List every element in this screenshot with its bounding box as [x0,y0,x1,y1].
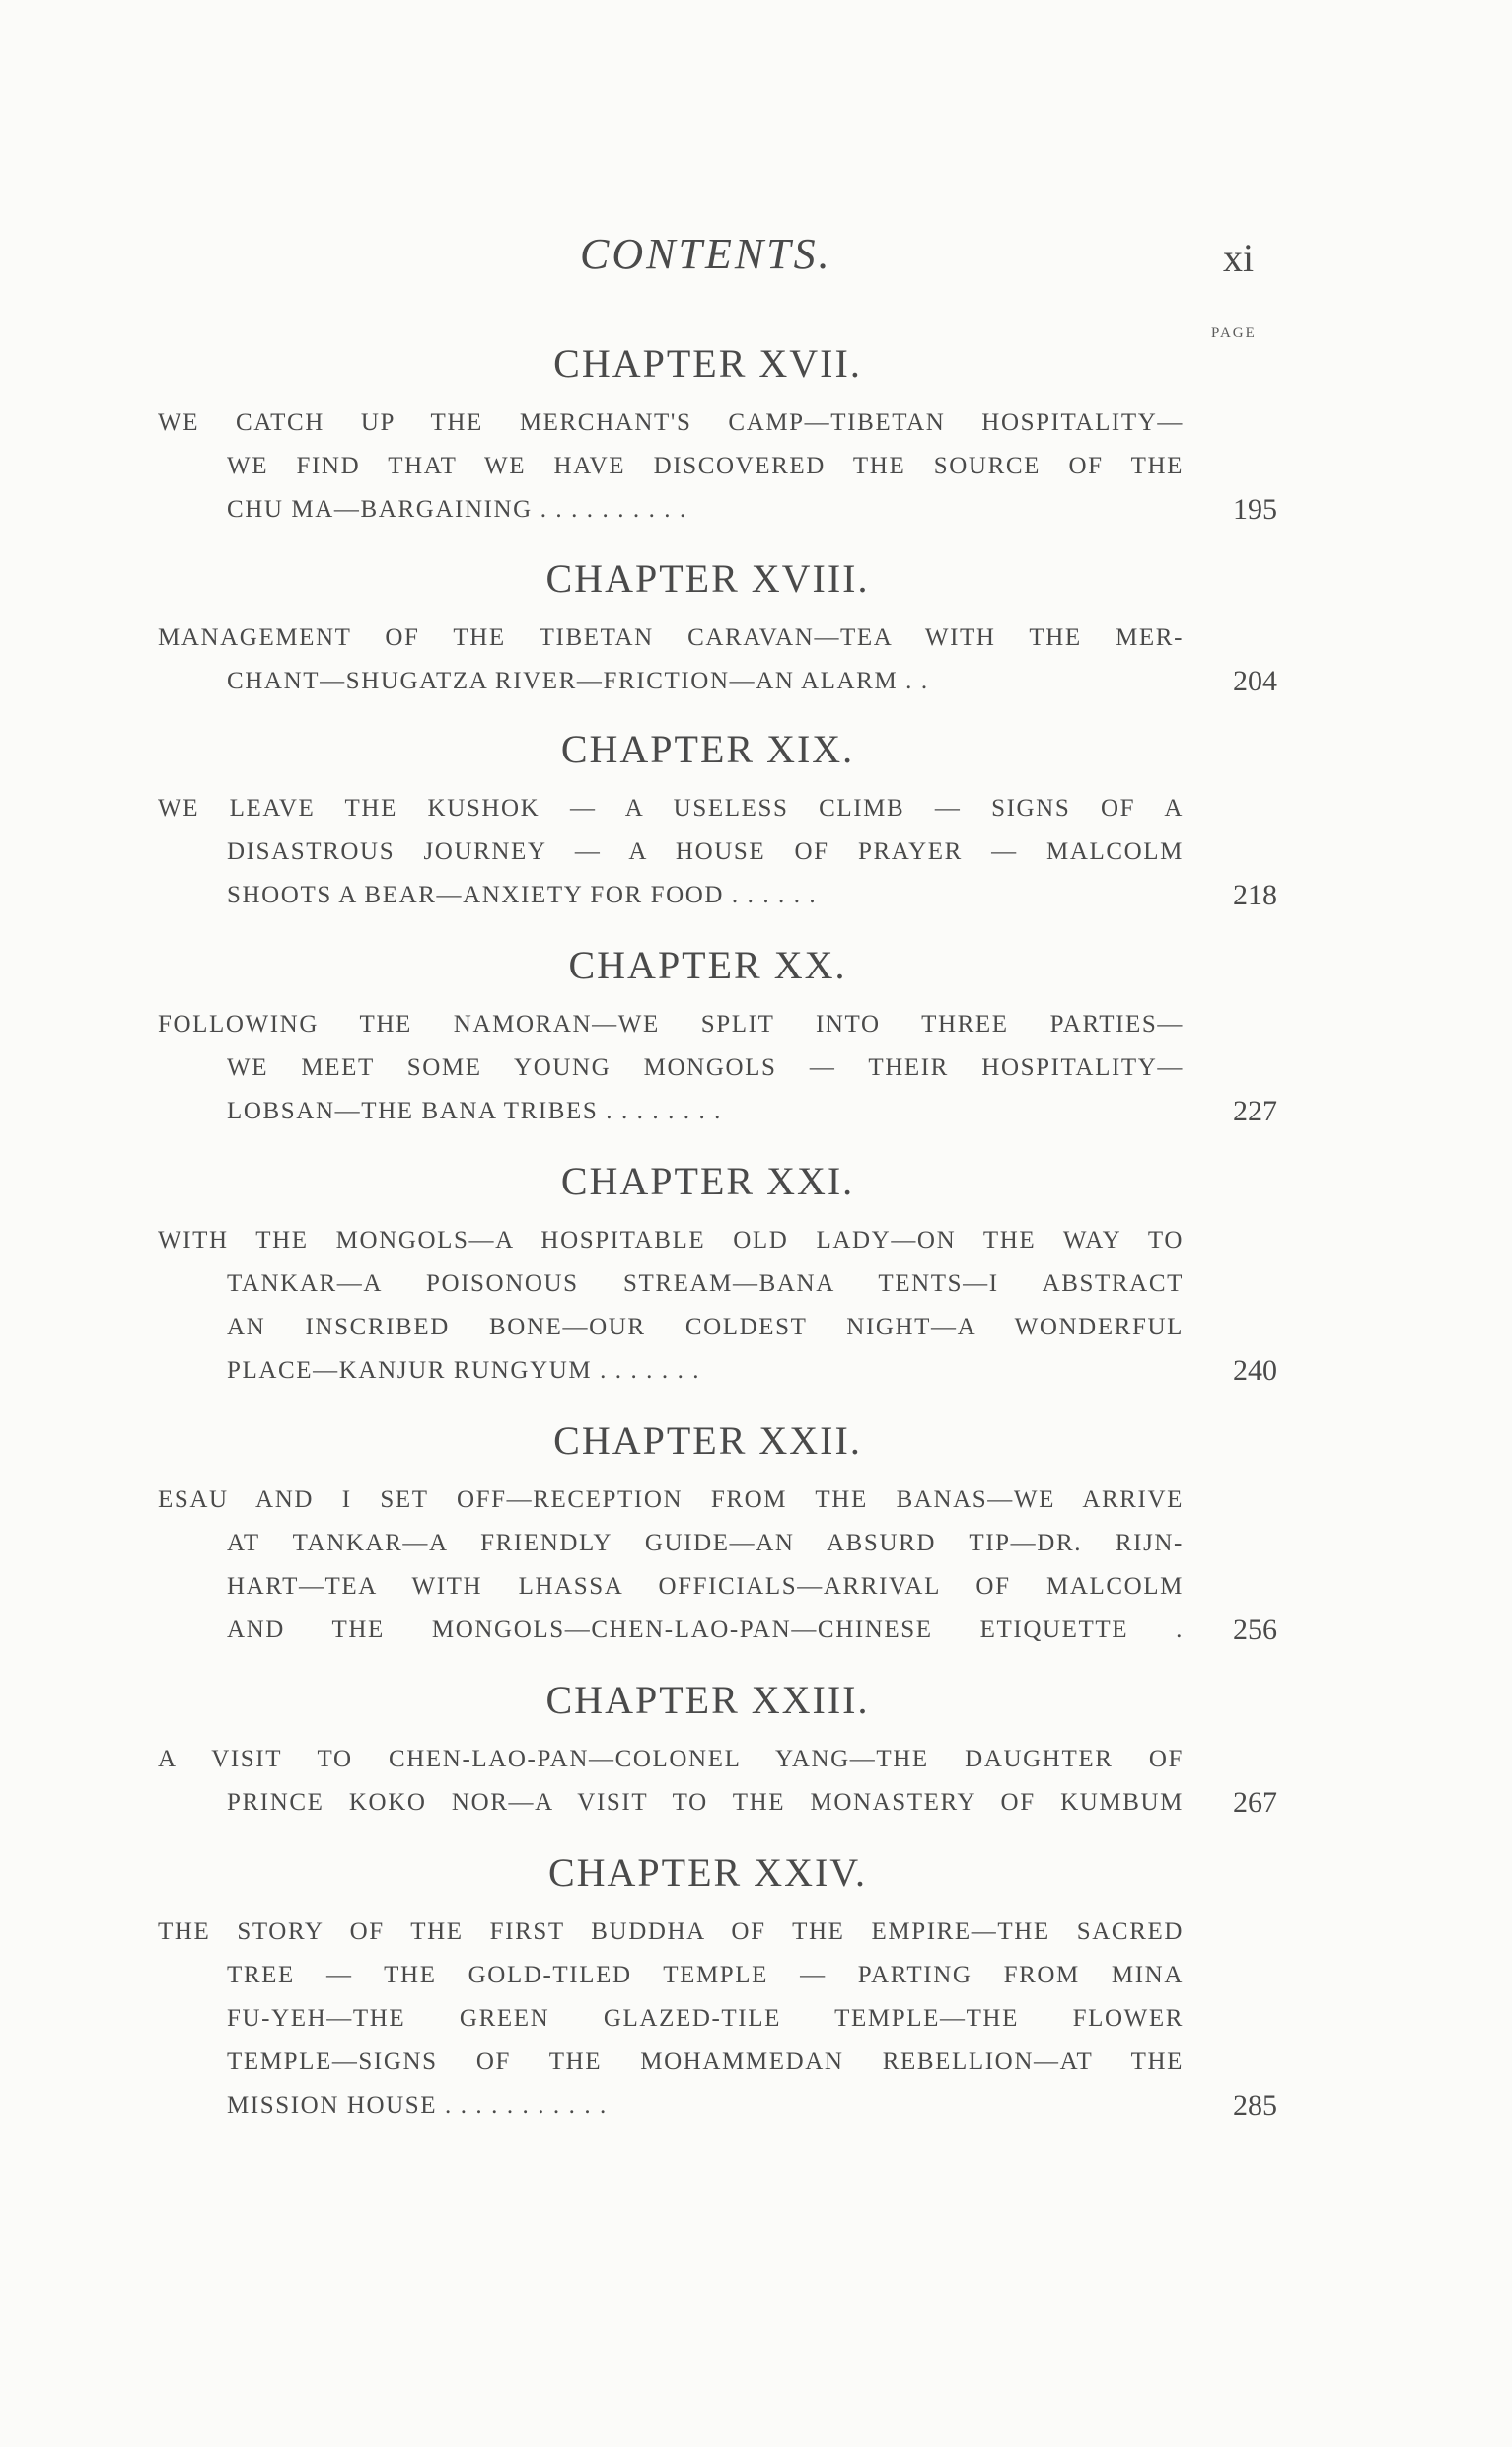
chapter-summary-line: TANKAR—A POISONOUS STREAM—BANA TENTS—I ABSTRACT [227,1270,1184,1297]
chapter-heading: CHAPTER XIX. [560,727,855,771]
chapter-page-number: 204 [1233,665,1277,697]
chapter-page-number: 195 [1233,493,1277,526]
chapter-heading: CHAPTER XVII. [553,341,862,386]
chapter-summary-line: WE CATCH UP THE MERCHANT'S CAMP—TIBETAN HOSPITALITY— [158,409,1184,436]
page-number: xi [1223,236,1255,280]
chapter-summary-line: A VISIT TO CHEN-LAO-PAN—COLONEL YANG—THE DAUGHTER OF [158,1746,1184,1772]
chapter-summary-line: THE STORY OF THE FIRST BUDDHA OF THE EMPIRE—THE SACRED [158,1918,1184,1945]
chapter-summary-line: CHU MA—BARGAINING . . . . . . . . . . [227,496,687,523]
chapter-summary-line: TEMPLE—SIGNS OF THE MOHAMMEDAN REBELLION—AT THE [227,2049,1184,2075]
running-title: CONTENTS. [580,230,832,278]
chapter-heading: CHAPTER XXIV. [547,1850,868,1895]
chapter-page-number: 227 [1233,1095,1277,1127]
chapter-page-number: 218 [1233,879,1277,911]
chapter-summary-line: LOBSAN—THE BANA TRIBES . . . . . . . . [227,1098,723,1124]
chapter-summary-line: CHANT—SHUGATZA RIVER—FRICTION—AN ALARM . . [227,668,929,694]
chapter-page-number: 256 [1233,1614,1277,1646]
chapter-summary-line: WE FIND THAT WE HAVE DISCOVERED THE SOURCE OF THE [227,453,1184,479]
chapter-summary-line: AND THE MONGOLS—CHEN-LAO-PAN—CHINESE ETIQUETTE . [227,1617,1184,1643]
chapter-summary-line: FOLLOWING THE NAMORAN—WE SPLIT INTO THREE PARTIES— [158,1011,1184,1038]
chapter-heading: CHAPTER XXI. [560,1159,855,1203]
chapter-summary-line: AN INSCRIBED BONE—OUR COLDEST NIGHT—A WONDERFUL [227,1314,1184,1340]
chapter-summary-line: TREE — THE GOLD-TILED TEMPLE — PARTING FROM MINA [227,1962,1184,1988]
chapter-summary-line: MISSION HOUSE . . . . . . . . . . . [227,2092,608,2119]
chapter-summary-line: PRINCE KOKO NOR—A VISIT TO THE MONASTERY OF KUMBUM [227,1789,1184,1816]
chapter-heading: CHAPTER XXII. [553,1418,862,1463]
page-header [0,229,1512,288]
chapter-summary-line: WITH THE MONGOLS—A HOSPITABLE OLD LADY—ON THE WAY TO [158,1227,1184,1254]
chapter-summary-line: ESAU AND I SET OFF—RECEPTION FROM THE BANAS—WE ARRIVE [158,1486,1184,1513]
chapter-heading: CHAPTER XXIII. [545,1678,870,1722]
chapter-summary-line: HART—TEA WITH LHASSA OFFICIALS—ARRIVAL OF MALCOLM [227,1573,1184,1600]
chapter-page-number: 240 [1233,1354,1277,1387]
chapter-summary-line: WE MEET SOME YOUNG MONGOLS — THEIR HOSPITALITY— [227,1054,1184,1081]
chapter-page-number: 285 [1233,2089,1277,2122]
chapter-summary-line: DISASTROUS JOURNEY — A HOUSE OF PRAYER — MALCOLM [227,838,1184,865]
chapter-heading: CHAPTER XX. [568,943,847,987]
chapter-summary-line: FU-YEH—THE GREEN GLAZED-TILE TEMPLE—THE FLOWER [227,2005,1184,2032]
chapter-summary-line: WE LEAVE THE KUSHOK — A USELESS CLIMB — SIGNS OF A [158,795,1184,822]
chapter-summary-line: AT TANKAR—A FRIENDLY GUIDE—AN ABSURD TIP—DR. RIJN- [227,1530,1184,1556]
chapter-summary-line: MANAGEMENT OF THE TIBETAN CARAVAN—TEA WITH THE MER- [158,624,1184,651]
page-column-label: PAGE [1211,325,1257,341]
chapter-summary-line: SHOOTS A BEAR—ANXIETY FOR FOOD . . . . . . [227,882,818,908]
chapter-page-number: 267 [1233,1786,1277,1819]
chapter-heading: CHAPTER XVIII. [545,556,870,601]
chapter-summary-line: PLACE—KANJUR RUNGYUM . . . . . . . [227,1357,701,1384]
